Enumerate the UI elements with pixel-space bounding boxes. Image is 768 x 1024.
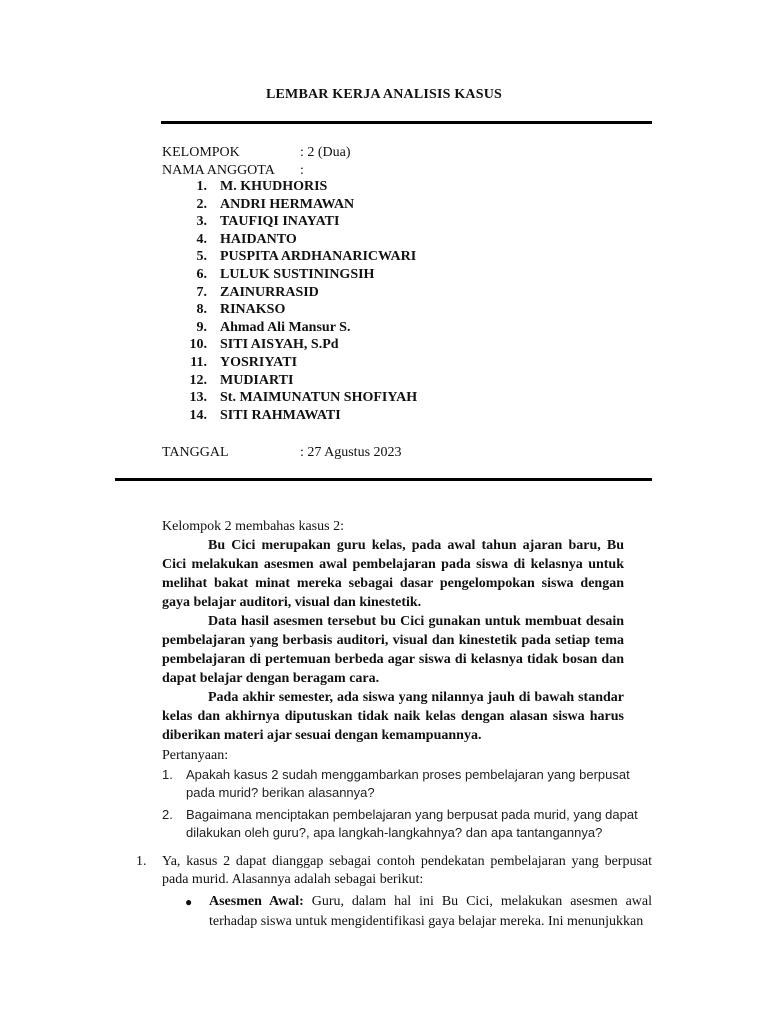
member-list: [162, 178, 417, 424]
member-item: [162, 336, 417, 354]
member-name: MUDIARTI: [220, 372, 294, 388]
nama-anggota-colon: :: [300, 163, 304, 178]
member-name: PUSPITA ARDHANARICWARI: [220, 249, 417, 265]
answer-item: [136, 853, 652, 889]
case-paragraph: Data hasil asesmen tersebut bu Cici gunakan untuk membuat desain pembelajaran yang berbasis auditori, visual dan kinestetik pada setiap tema pembelajaran di pertemuan berbeda agar siswa di kelasnya tidak bosan dan dapat belajar dengan beragam cara.: [162, 614, 624, 686]
case-paragraph: Bu Cici merupakan guru kelas, pada awal tahun ajaran baru, Bu Cici melakukan asesmen awal pembelajaran pada siswa di kelasnya untuk melihat bakat minat mereka sebagai dasar pengelompokan siswa dengan gaya belajar auditori, visual dan kinestetik.: [162, 538, 624, 610]
member-name: SITI AISYAH, S.Pd: [220, 337, 339, 353]
member-name: LULUK SUSTININGSIH: [220, 266, 375, 282]
bullet-heading: Asesmen Awal:: [209, 894, 304, 909]
tanggal-value: : 27 Agustus 2023: [300, 445, 402, 460]
member-item: [162, 284, 417, 302]
bottom-divider: [115, 478, 652, 481]
member-number: 7.: [196, 284, 207, 300]
member-number: 13.: [189, 390, 207, 406]
member-item: [162, 301, 417, 319]
question-text: Apakah kasus 2 sudah menggambarkan proses pembelajaran yang berpusat pada murid? berikan alasannya?: [186, 767, 630, 800]
member-number: 4.: [196, 231, 207, 247]
member-name: ANDRI HERMAWAN: [220, 196, 355, 212]
answer-number: 1.: [136, 854, 147, 869]
questions-heading: Pertanyaan:: [162, 748, 229, 763]
member-number: 3.: [196, 214, 207, 230]
bullet-dot-icon: ●: [185, 895, 193, 909]
member-number: 5.: [196, 249, 207, 265]
member-item: [162, 196, 417, 214]
member-name: ZAINURRASID: [220, 284, 319, 300]
answer-bullet: [185, 892, 652, 932]
member-number: 6.: [196, 266, 207, 282]
member-number: 14.: [189, 407, 207, 423]
member-item: [162, 266, 417, 284]
member-number: 2.: [196, 196, 207, 212]
question-item: [162, 806, 652, 842]
bullet-text-wrap: [209, 892, 652, 932]
question-list: [162, 766, 652, 846]
case-paragraph: Pada akhir semester, ada siswa yang nilannya jauh di bawah standar kelas dan akhirnya diputuskan tidak naik kelas dengan alasan siswa harus diberikan materi ajar sesuai dengan kemampuannya.: [162, 690, 624, 743]
member-name: Ahmad Ali Mansur S.: [220, 319, 351, 335]
member-item: [162, 407, 417, 425]
member-item: [162, 213, 417, 231]
case-intro: Kelompok 2 membahas kasus 2:: [162, 519, 344, 534]
kelompok-label: KELOMPOK: [162, 145, 240, 160]
kelompok-value: : 2 (Dua): [300, 145, 351, 160]
member-number: 10.: [189, 337, 207, 353]
member-item: [162, 178, 417, 196]
question-item: [162, 766, 652, 802]
member-item: [162, 389, 417, 407]
member-name: M. KHUDHORIS: [220, 179, 328, 194]
case-description: [162, 536, 624, 745]
tanggal-label: TANGGAL: [162, 445, 229, 460]
member-name: TAUFIQI INAYATI: [220, 214, 340, 230]
member-name: RINAKSO: [220, 302, 286, 318]
member-item: [162, 319, 417, 337]
question-number: 1.: [162, 767, 173, 782]
member-number: 11.: [190, 354, 207, 370]
bullet-body: Guru, dalam hal ini Bu Cici, melakukan asesmen awal terhadap siswa untuk mengidentifikasi gaya belajar mereka. Ini menunjukkan: [209, 894, 652, 929]
question-number: 2.: [162, 807, 173, 822]
answer-section: [136, 853, 652, 889]
document-title: LEMBAR KERJA ANALISIS KASUS: [265, 87, 503, 102]
member-name: YOSRIYATI: [220, 354, 298, 370]
answer-text: Ya, kasus 2 dapat dianggap sebagai contoh pendekatan pembelajaran yang berpusat pada murid. Alasannya adalah sebagai berikut:: [162, 854, 652, 887]
member-item: [162, 372, 417, 390]
member-name: St. MAIMUNATUN SHOFIYAH: [220, 390, 418, 406]
member-name: SITI RAHMAWATI: [220, 407, 341, 423]
member-number: 8.: [196, 302, 207, 318]
top-divider: [161, 121, 652, 124]
member-item: [162, 354, 417, 372]
member-item: [162, 248, 417, 266]
member-number: 1.: [196, 179, 207, 194]
member-name: HAIDANTO: [220, 231, 297, 247]
member-number: 9.: [196, 319, 207, 335]
question-text: Bagaimana menciptakan pembelajaran yang berpusat pada murid, yang dapat dilakukan oleh guru?, apa langkah-langkahnya? dan apa tantangannya?: [186, 807, 638, 840]
member-number: 12.: [189, 372, 207, 388]
member-item: [162, 231, 417, 249]
nama-anggota-label: NAMA ANGGOTA: [162, 163, 275, 178]
